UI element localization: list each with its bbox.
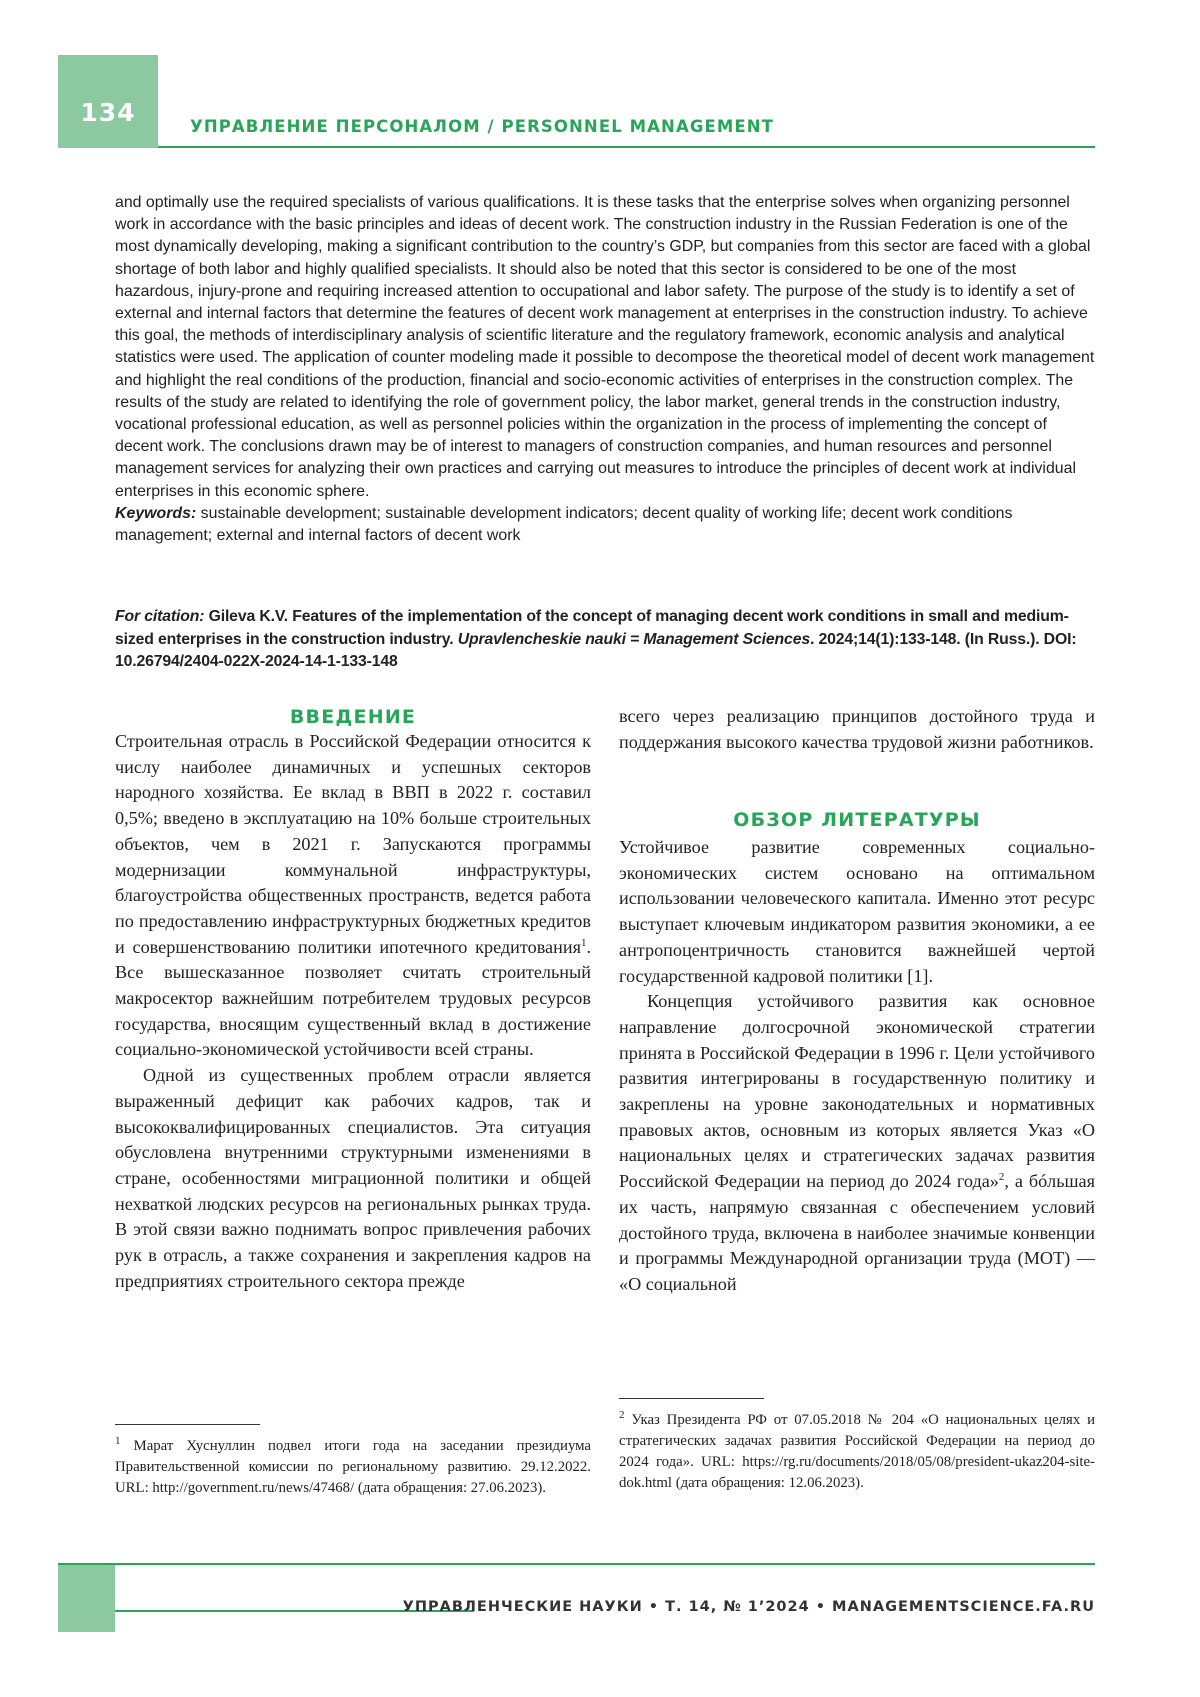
- abstract-text: and optimally use the required specialists of various qualifications. It is these tasks that the enterprise solves when organizing personnel work in accordance with the basic principles and ideas of decent work. The construction industry in the Russian Federation is one of the most dynamically developing, making a significant contribution to the country’s GDP, but companies from this sector are faced with a global shortage of both labor and highly qualified specialists. It should also be noted that this sector is considered to be one of the most hazardous, injury-prone and requiring increased attention to occupational and labor safety. The purpose of the study is to identify a set of external and internal factors that determine the features of decent work management at enterprises in the construction industry. To achieve this goal, the methods of interdisciplinary analysis of scientific literature and the regulatory framework, economic analysis and analytical statistics were used. The application of counter modeling made it possible to decompose the theoretical model of decent work management and highlight the real conditions of the production, financial and socio-economic activities of enterprises in the construction complex. The results of the study are related to identifying the role of government policy, the labor market, general trends in the construction industry, vocational professional education, as well as personnel policies within the organization in the process of implementing the concept of decent work. The conclusions drawn may be of interest to managers of construction companies, and human resources and personnel management services for analyzing their own practices and carrying out measures to introduce the principles of decent work at individual enterprises in this economic sphere.: [115, 194, 1095, 500]
- footer-box: [58, 1565, 115, 1632]
- citation-text-2: . 2024;14(1):133-148. (In Russ.). DOI: 10.26794/2404-022X-2024-14-1-133-148: [115, 630, 1077, 670]
- footnote-ref-2[interactable]: 2: [998, 1171, 1005, 1184]
- abstract: [115, 192, 1097, 547]
- intro-paragraph-1-part-b: . Все вышесказанное позволяет считать строительный макросектор важнейшим потребителем трудовых ресурсов государства, вносящим существенный вклад в достижение социально-экономической устойчивости всей страны.: [115, 936, 591, 1060]
- review-paragraph-2-part-a: Концепция устойчивого развития как основное направление долгосрочной экономической стратегии принята в Российской Федерации в 1996 г. Цели устойчивого развития интегрированы в государственную политику и закреплены на уровне законодательных и нормативных правовых актов, основным из которых является Указ «О национальных целях и стратегических задачах развития Российской Федерации на период до 2024 года»: [619, 991, 1095, 1192]
- citation-text-1: Gileva K.V. Features of the implementation of the concept of managing decent work conditions in small and medium-sized enterprises in the construction industry.: [115, 608, 1069, 648]
- running-head: УПРАВЛЕНИЕ ПЕРСОНАЛОМ / PERSONNEL MANAGEMENT: [190, 117, 774, 136]
- footnote-rule-left: [115, 1424, 260, 1425]
- header-rule: [158, 146, 1095, 148]
- footnote-2: [619, 1410, 1095, 1494]
- keywords-text: sustainable development; sustainable development indicators; decent quality of working life; decent work conditions management; external and internal factors of decent work: [115, 504, 1013, 545]
- left-column: [115, 704, 591, 1294]
- intro-paragraph-1: [115, 729, 591, 1063]
- citation-journal: Upravlencheskie nauki = Management Sciences: [457, 630, 810, 648]
- review-paragraph-2: [619, 989, 1095, 1297]
- footnote-1-text: Марат Хуснуллин подвел итоги года на заседании президиума Правительственной комиссии по региональному развитию. 29.12.2022. URL: http://government.ru/news/47468/ (дата обращения: 27.06.2023).: [115, 1438, 591, 1496]
- footnote-2-number: 2: [619, 1409, 625, 1422]
- footnote-rule-right: [619, 1398, 764, 1399]
- page-number: 134: [80, 98, 136, 127]
- review-paragraph-1: Устойчивое развитие современных социально-экономических систем основано на оптимальном использовании человеческого капитала. Именно этот ресурс выступает ключевым индикатором развития экономики, а ее антропоцентричность становится важнейшей чертой государственной кадровой политики [1].: [619, 837, 1095, 986]
- footer-journal-info: УПРАВЛЕНЧЕСКИЕ НАУКИ • Т. 14, № 1’2024 • MANAGEMENTSCIENCE.FA.RU: [402, 1599, 1095, 1615]
- keywords: [115, 503, 1097, 547]
- section-title-introduction: ВВЕДЕНИЕ: [289, 706, 417, 728]
- citation: [115, 606, 1097, 674]
- footer-rule-top: [58, 1563, 1095, 1565]
- citation-label: For citation:: [115, 608, 205, 625]
- footnote-1-number: 1: [115, 1435, 121, 1448]
- footnote-ref-1[interactable]: 1: [580, 936, 587, 949]
- intro-paragraph-2: Одной из существенных проблем отрасли является выраженный дефицит как рабочих кадров, так и высококвалифицированных специалистов. Эта ситуация обусловлена внутренними структурными изменениями в стране, особенностями миграционной политики и общей нехваткой людских ресурсов на региональных рынках труда. В этой связи важно поднимать вопрос привлечения рабочих рук в отрасль, а также сохранения и закрепления кадров на предприятиях строительного сектора прежде: [115, 1065, 591, 1291]
- right-paragraph-0: всего через реализацию принципов достойного труда и поддержания высокого качества трудовой жизни работников.: [619, 706, 1095, 752]
- review-paragraph-2-part-b: , а бóльшая их часть, напрямую связанная с обеспечением условий достойного труда, включена в наиболее значимые конвенции и программы Международной организации труда (МОТ) — «О социальной: [619, 1171, 1095, 1294]
- intro-paragraph-1-part-a: Строительная отрасль в Российской Федерации относится к числу наиболее динамичных и успешных секторов народного хозяйства. Ее вклад в ВВП в 2022 г. составил 0,5%; введено в эксплуатацию на 10% больше строительных объектов, чем в 2021 г. Запускаются программы модернизации коммунальной инфраструктуры, благоустройства общественных пространств, ведется работа по предоставлению инфраструктурных бюджетных кредитов и совершенствованию политики ипотечного кредитования: [115, 731, 591, 957]
- right-column: [619, 704, 1095, 755]
- footnote-2-text: Указ Президента РФ от 07.05.2018 № 204 «О национальных целях и стратегических задачах развития Российской Федерации на период до 2024 года». URL: https://rg.ru/documents/2018/05/08/president-ukaz204-site-dok.html (дата обращения: 12.06.2023).: [619, 1412, 1095, 1491]
- section-title-literature-review: ОБЗОР ЛИТЕРАТУРЫ: [733, 809, 981, 831]
- right-column-review: [619, 835, 1095, 1298]
- footnote-1: [115, 1436, 591, 1499]
- keywords-label: Keywords:: [115, 504, 197, 522]
